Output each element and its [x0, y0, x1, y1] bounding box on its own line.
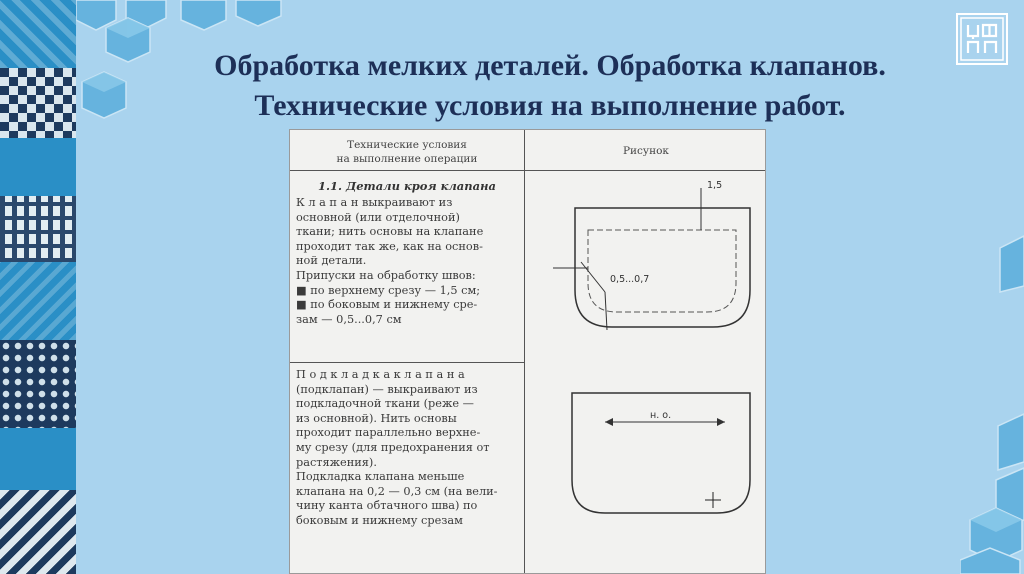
text-line: подкладочной ткани (реже — [296, 397, 474, 411]
text-line: чину канта обтачного шва) по [296, 499, 478, 513]
text-line: боковым и нижнему срезам [296, 513, 463, 527]
header-left [290, 138, 524, 166]
pattern-tile [0, 196, 76, 262]
header-right: Рисунок [622, 145, 669, 157]
text-line: П о д к л а д к а к л а п а н а [296, 368, 465, 381]
decorative-pattern-strip [0, 0, 76, 574]
arrow-left-icon [605, 418, 613, 426]
text-line: клапана на 0,2 — 0,3 см (на вели- [296, 484, 498, 498]
text-line: Припуски на обработку швов: [296, 268, 476, 282]
text-line: основной (или отделочной) [296, 210, 460, 224]
text-line: ткани; нить основы на клапане [296, 225, 484, 239]
grain-line-label: н. о. [650, 410, 672, 421]
slide-title-line-1: Обработка мелких деталей. Обработка клапанов. [214, 49, 886, 82]
row-divider [290, 362, 524, 363]
section-title: 1.1. Детали кроя клапана [318, 179, 496, 193]
slide-title [150, 46, 950, 126]
flap-lining-description [296, 368, 518, 529]
pattern-tile [0, 68, 76, 138]
text-line: из основной). Нить основы [296, 411, 457, 425]
text-line: растяжения). [296, 455, 377, 469]
pattern-tile [0, 428, 76, 490]
slide-title-line-2: Технические условия на выполнение работ. [254, 89, 846, 122]
pattern-tile [0, 262, 76, 340]
pattern-tile [0, 340, 76, 428]
organization-logo [956, 13, 1008, 65]
dimension-top-label: 1,5 [707, 180, 723, 191]
header-left-line-1: Технические условия [347, 139, 467, 151]
text-line: К л а п а н выкраивают из [296, 196, 453, 209]
flap-description [296, 196, 518, 327]
text-line: ■ по верхнему срезу — 1,5 см; [296, 283, 481, 297]
pattern-tile [0, 0, 76, 68]
text-line: ■ по боковым и нижнему сре- [296, 298, 478, 312]
text-line: зам — 0,5...0,7 см [296, 312, 402, 326]
flap-pattern-figure [525, 170, 766, 370]
text-line: Подкладка клапана меньше [296, 470, 465, 484]
text-line: ной детали. [296, 254, 367, 268]
decorative-cubes-right [960, 230, 1024, 574]
text-line: (подклапан) — выкраивают из [296, 382, 478, 396]
text-line: проходит параллельно верхне- [296, 426, 481, 440]
flap-lining-figure [525, 370, 766, 574]
pattern-tile [0, 138, 76, 196]
flap-seam-line [588, 230, 736, 312]
dimension-side-label: 0,5...0,7 [610, 274, 650, 285]
crosshair-icon [705, 492, 721, 508]
text-line: проходит так же, как на основ- [296, 239, 483, 253]
pattern-tile [0, 490, 76, 574]
leader-line [581, 262, 605, 292]
arrow-right-icon [717, 418, 725, 426]
header-left-line-2: на выполнение операции [336, 153, 478, 165]
text-line: му срезу (для предохранения от [296, 440, 490, 454]
technical-conditions-table [289, 129, 766, 574]
